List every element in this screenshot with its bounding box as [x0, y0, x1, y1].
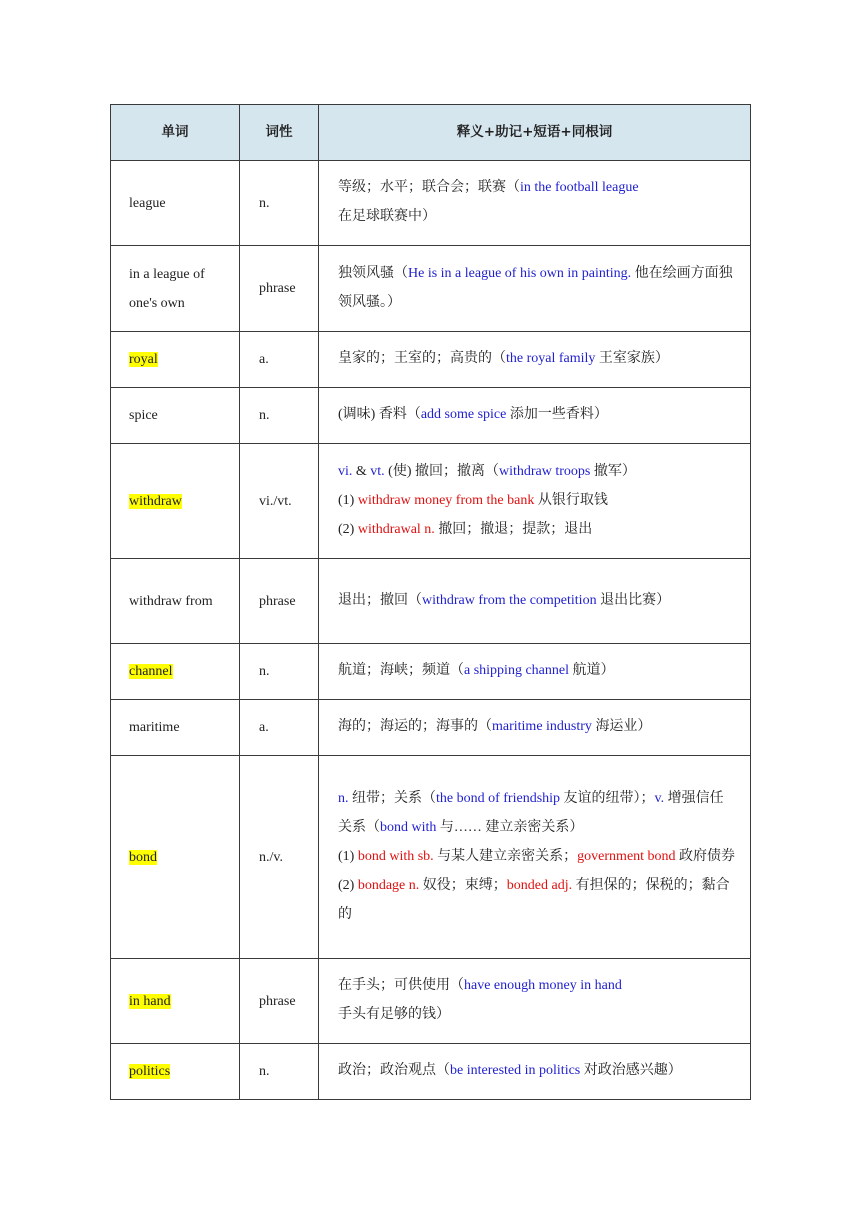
example-translation: 撤军） [590, 463, 636, 479]
example-translation: 手头有足够的钱） [338, 1007, 450, 1022]
definition-cell [319, 332, 751, 388]
example-phrase: have enough money in hand [464, 978, 622, 993]
pos-tag: v. [654, 790, 665, 806]
example-phrase: withdraw from the competition [422, 592, 597, 608]
word-text: royal [129, 352, 158, 367]
definition-text: 等级；水平；联合会；联赛（ [338, 180, 520, 195]
pos-cell: n./v. [240, 756, 319, 959]
pos-cell: n. [240, 161, 319, 246]
pos-cell: phrase [240, 559, 319, 644]
word-cell [111, 559, 240, 644]
example-translation: 海运业） [591, 719, 652, 734]
definition-cell [319, 559, 751, 644]
example-phrase: add some spice [420, 407, 507, 422]
example-phrase: the royal family [506, 351, 596, 366]
example-phrase: the bond of friendship [436, 790, 561, 806]
word-text: in a league of one's own [129, 266, 205, 311]
phrase-translation: 与某人建立亲密关系； [433, 848, 578, 864]
table-row [111, 161, 751, 246]
definition-text: 退出；撤回（ [338, 592, 422, 608]
derivative-word: bondage n. [357, 877, 420, 893]
example-translation: 航道） [568, 663, 615, 678]
table-row [111, 388, 751, 444]
key-phrase: government bond [577, 848, 676, 864]
item-number: (2) [338, 521, 358, 537]
example-translation: 与…… 建立亲密关系） [436, 819, 584, 835]
definition-cell [319, 161, 751, 246]
word-text: spice [129, 408, 158, 423]
word-cell [111, 756, 240, 959]
word-cell [111, 959, 240, 1044]
word-text: in hand [129, 993, 171, 1009]
pos-cell: vi./vt. [240, 444, 319, 559]
definition-text: (调味) 香料（ [338, 407, 421, 422]
definition-text: 纽带；关系（ [348, 790, 436, 806]
word-text: maritime [129, 720, 180, 735]
word-text: politics [129, 1064, 171, 1079]
definition-cell [319, 388, 751, 444]
example-translation: 对政治感兴趣） [580, 1063, 682, 1078]
derivative-word: withdrawal n. [357, 521, 435, 537]
connector-text: & [352, 463, 371, 479]
derivative-translation: 奴役；束缚； [419, 877, 507, 893]
example-phrase: He is in a league of his own in painting. [408, 265, 632, 281]
word-cell [111, 444, 240, 559]
definition-text: 增强信任关系（ [338, 790, 724, 835]
table-row [111, 756, 751, 959]
table-row [111, 559, 751, 644]
definition-text: 海的；海运的；海事的（ [338, 719, 492, 734]
item-number: (2) [338, 877, 358, 893]
item-number: (1) [338, 492, 358, 508]
word-cell [111, 644, 240, 700]
example-phrase: bond with [380, 819, 437, 835]
key-phrase: bond with sb. [357, 848, 434, 864]
header-definition: 释义+助记+短语+同根词 [319, 105, 751, 161]
pos-cell: phrase [240, 246, 319, 332]
pos-cell: n. [240, 644, 319, 700]
pos-tag: vt. [370, 463, 385, 479]
phrase-translation: 政府债券 [675, 848, 736, 864]
table-row [111, 644, 751, 700]
table-row [111, 1044, 751, 1100]
pos-tag: vi. [338, 463, 353, 479]
pos-cell: a. [240, 700, 319, 756]
definition-cell [319, 756, 751, 959]
example-translation: 添加一些香料） [506, 407, 608, 422]
header-word: 单词 [111, 105, 240, 161]
table-header-row [111, 105, 751, 161]
derivative-word: bonded adj. [506, 877, 573, 893]
definition-cell [319, 444, 751, 559]
example-phrase: a shipping channel [464, 663, 569, 678]
pos-cell: phrase [240, 959, 319, 1044]
word-text: withdraw [129, 493, 182, 509]
derivative-translation: 有担保的；保税的；黏合的 [338, 877, 730, 922]
word-text: channel [129, 664, 173, 679]
pos-cell: n. [240, 388, 319, 444]
example-translation: 王室家族） [595, 351, 669, 366]
word-cell [111, 161, 240, 246]
word-text: withdraw from [129, 593, 213, 609]
example-phrase: be interested in politics [450, 1063, 581, 1078]
example-translation: 他在绘画方面独领风骚。） [338, 265, 733, 310]
example-translation: 退出比赛） [596, 592, 671, 608]
word-text: bond [129, 849, 157, 865]
definition-text: 独领风骚（ [338, 265, 408, 281]
definition-text: (使) 撤回；撤离（ [384, 463, 499, 479]
item-number: (1) [338, 848, 358, 864]
example-phrase: in the football league [520, 180, 639, 195]
definition-cell [319, 246, 751, 332]
definition-text: 在手头；可供使用（ [338, 978, 464, 993]
derivative-line [338, 515, 736, 544]
pos-tag: n. [338, 790, 349, 806]
word-cell [111, 1044, 240, 1100]
vocabulary-table [110, 104, 751, 1100]
table-row [111, 332, 751, 388]
definition-text: 航道；海峡；频道（ [338, 663, 464, 678]
pos-cell: n. [240, 1044, 319, 1100]
example-translation: 友谊的纽带）； [560, 790, 655, 806]
example-translation: 在足球联赛中） [338, 209, 436, 224]
phrase-translation: 从银行取钱 [534, 492, 608, 508]
pos-cell: a. [240, 332, 319, 388]
table-row [111, 700, 751, 756]
header-pos: 词性 [240, 105, 319, 161]
word-cell [111, 246, 240, 332]
phrase-line [338, 842, 736, 871]
table-row [111, 444, 751, 559]
definition-line [338, 784, 736, 842]
definition-cell [319, 959, 751, 1044]
word-text: league [129, 195, 166, 211]
example-phrase: withdraw troops [499, 463, 591, 479]
definition-text: 政治；政治观点（ [338, 1063, 450, 1078]
definition-cell [319, 644, 751, 700]
definition-cell [319, 700, 751, 756]
table-row [111, 246, 751, 332]
word-cell [111, 700, 240, 756]
definition-line [338, 457, 736, 486]
key-phrase: withdraw money from the bank [357, 492, 535, 508]
definition-text: 皇家的；王室的；高贵的（ [338, 351, 506, 366]
definition-cell [319, 1044, 751, 1100]
derivative-line [338, 871, 736, 929]
derivative-translation: 撤回；撤退；提款；退出 [434, 521, 593, 537]
table-row [111, 959, 751, 1044]
example-phrase: maritime industry [492, 719, 592, 734]
word-cell [111, 332, 240, 388]
word-cell [111, 388, 240, 444]
phrase-line [338, 486, 736, 515]
